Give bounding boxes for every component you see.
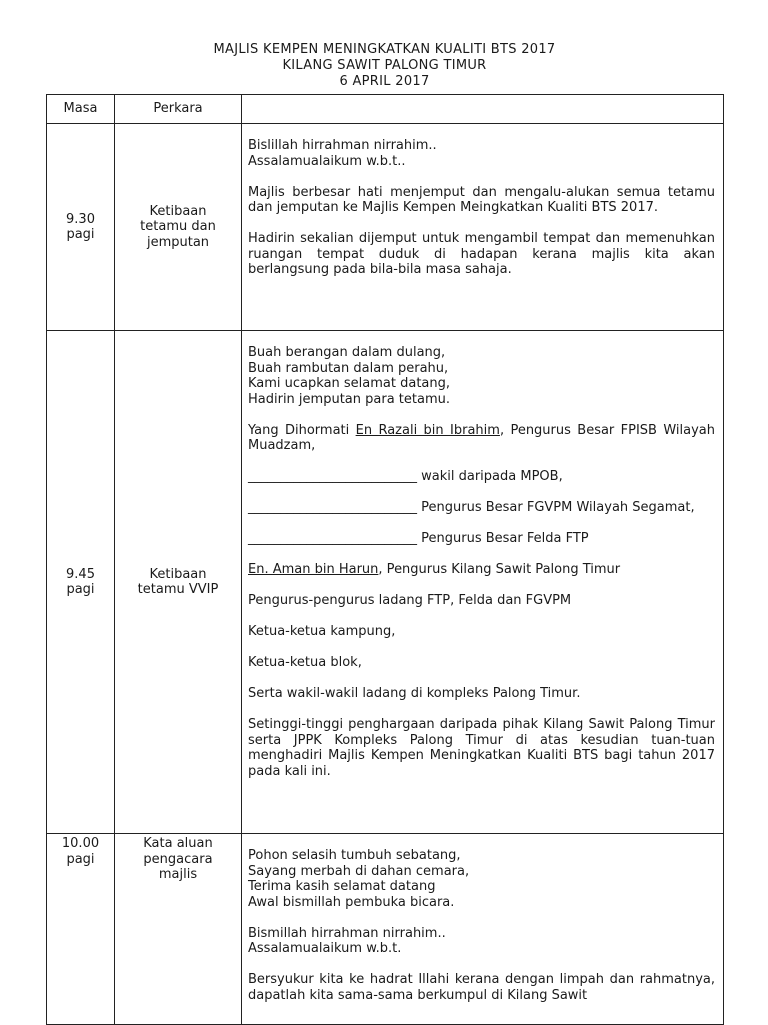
mpob-paragraph bbox=[248, 469, 715, 485]
masa-cell bbox=[47, 124, 115, 331]
document-header bbox=[46, 42, 723, 90]
yd-prefix: Yang Dihormati bbox=[248, 422, 356, 438]
gratitude-paragraph: Bersyukur kita ke hadrat Illahi kerana dengan limpah dan rahmatnya, dapatlah kita sama-sama berkumpul di Kilang Sawit bbox=[248, 972, 715, 1003]
aman-paragraph bbox=[248, 562, 715, 578]
event-date: 6 APRIL 2017 bbox=[339, 74, 430, 89]
perkara-cell bbox=[115, 834, 242, 1025]
column-header-masa: Masa bbox=[47, 95, 115, 124]
yd-suffix: , Pengurus Besar FPISB Wilayah Muadzam, bbox=[248, 422, 715, 453]
kampung-paragraph: Ketua-ketua kampung, bbox=[248, 624, 396, 639]
table-row bbox=[47, 331, 724, 834]
table-row bbox=[47, 124, 724, 331]
blok-paragraph: Ketua-ketua blok, bbox=[248, 655, 362, 670]
table-header-row bbox=[47, 95, 724, 124]
welcome-paragraph: Majlis berbesar hati menjemput dan mengalu-alukan semua tetamu dan jemputan ke Majlis Kempen Meingkatkan Kualiti BTS 2017. bbox=[248, 184, 715, 215]
column-header-detail bbox=[242, 95, 724, 124]
appreciation-paragraph: Setinggi-tinggi penghargaan daripada pihak Kilang Sawit Palong Timur serta JPPK Kompleks Palong Timur di atas kesudian tuan-tuan menghadiri Majlis Kempen Meningkatkan Kualiti BTS bagi tahun 2017 pada kali ini. bbox=[248, 717, 715, 779]
blank-line: __________________________ bbox=[248, 531, 417, 546]
masa-text: 9.45 pagi bbox=[66, 566, 95, 597]
masa-text: 9.30 pagi bbox=[66, 211, 95, 242]
column-header-perkara: Perkara bbox=[115, 95, 242, 124]
detail-cell bbox=[242, 124, 724, 331]
felda-text: Pengurus Besar Felda FTP bbox=[417, 531, 589, 546]
fgvpm-paragraph bbox=[248, 500, 715, 516]
blank-line: __________________________ bbox=[248, 500, 417, 515]
mpob-text: wakil daripada MPOB, bbox=[417, 469, 563, 484]
perkara-text: Kata aluan pengacara majlis bbox=[143, 836, 213, 882]
table-row bbox=[47, 834, 724, 1025]
detail-cell bbox=[242, 834, 724, 1025]
manager-suffix: , Pengurus Kilang Sawit Palong Timur bbox=[378, 562, 621, 577]
masa-cell bbox=[47, 331, 115, 834]
venue-title: KILANG SAWIT PALONG TIMUR bbox=[282, 58, 487, 73]
perkara-text: Ketibaan tetamu dan jemputan bbox=[140, 203, 216, 250]
yang-dihormati-paragraph bbox=[248, 423, 715, 454]
agenda-table bbox=[46, 94, 724, 1025]
masa-cell bbox=[47, 834, 115, 1025]
manager-name: En. Aman bin Harun bbox=[248, 562, 379, 577]
perkara-cell bbox=[115, 124, 242, 331]
ladang-paragraph: Pengurus-pengurus ladang FTP, Felda dan FGVPM bbox=[248, 593, 572, 608]
greeting-paragraph: Bismillah hirrahman nirrahim.. Assalamualaikum w.b.t. bbox=[248, 925, 446, 956]
pantun-paragraph: Buah berangan dalam dulang, Buah rambutan dalam perahu, Kami ucapkan selamat datang, Hadirin jemputan para tetamu. bbox=[248, 345, 451, 407]
event-title: MAJLIS KEMPEN MENINGKATKAN KUALITI BTS 2017 bbox=[213, 42, 556, 57]
felda-paragraph bbox=[248, 531, 715, 547]
masa-text: 10.00 pagi bbox=[61, 836, 100, 867]
perkara-text: Ketibaan tetamu VVIP bbox=[137, 566, 219, 597]
seating-paragraph: Hadirin sekalian dijemput untuk mengambil tempat dan memenuhkan ruangan tempat duduk di hadapan kerana majlis kita akan berlangsung pada bila-bila masa sahaja. bbox=[248, 231, 715, 277]
detail-cell bbox=[242, 331, 724, 834]
fgvpm-text: Pengurus Besar FGVPM Wilayah Segamat, bbox=[417, 500, 695, 515]
perkara-cell bbox=[115, 331, 242, 834]
blank-line: __________________________ bbox=[248, 469, 417, 484]
wakil-paragraph: Serta wakil-wakil ladang di kompleks Palong Timur. bbox=[248, 686, 581, 701]
greeting-paragraph: Bislillah hirrahman nirrahim.. Assalamualaikum w.b.t.. bbox=[248, 138, 437, 169]
vip-name: En Razali bin Ibrahim bbox=[355, 422, 500, 438]
pantun-paragraph: Pohon selasih tumbuh sebatang, Sayang merbah di dahan cemara, Terima kasih selamat datang Awal bismillah pembuka bicara. bbox=[248, 848, 470, 910]
